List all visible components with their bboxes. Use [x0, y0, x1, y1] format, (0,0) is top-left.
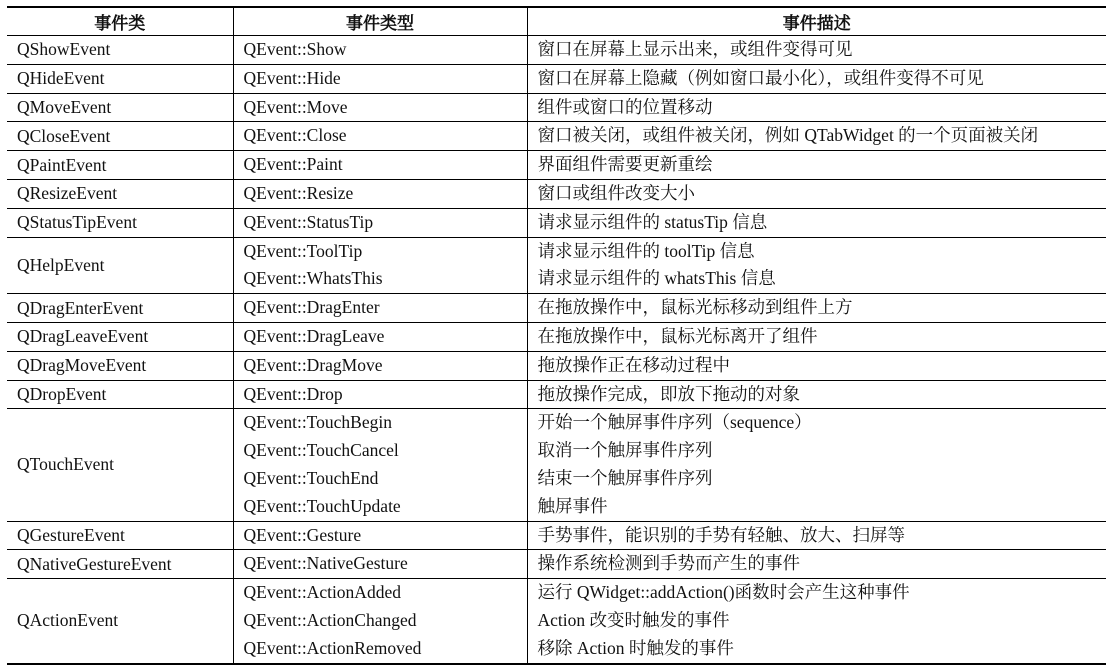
table-row	[7, 380, 1106, 409]
header-event-type: 事件类型	[233, 7, 527, 36]
event-class-cell: QCloseEvent	[7, 122, 233, 151]
event-type-text: QEvent::NativeGesture	[243, 553, 408, 574]
event-class-cell: QHelpEvent	[7, 237, 233, 294]
event-type-cell	[233, 208, 527, 237]
event-description-text: 操作系统检测到手势而产生的事件	[537, 553, 800, 574]
event-type-text: QEvent::ActionRemoved	[243, 637, 422, 658]
event-type-text: QEvent::Move	[243, 96, 348, 117]
table-row	[7, 208, 1106, 237]
event-class-cell: QPaintEvent	[7, 151, 233, 180]
event-description-text: 窗口在屏幕上隐藏（例如窗口最小化），或组件变得不可见	[537, 67, 984, 88]
table-row	[7, 294, 1106, 323]
event-type-text: QEvent::TouchEnd	[243, 467, 379, 488]
event-type-cell	[233, 151, 527, 180]
event-class-cell: QMoveEvent	[7, 93, 233, 122]
event-type-text: QEvent::TouchCancel	[243, 440, 399, 461]
event-description-text: 开始一个触屏事件序列（sequence）	[537, 412, 812, 433]
event-type-text: QEvent::Gesture	[243, 524, 362, 545]
event-type-text: QEvent::Close	[243, 125, 347, 146]
table-row	[7, 151, 1106, 180]
event-class-cell: QNativeGestureEvent	[7, 550, 233, 579]
event-description-cell	[527, 521, 1106, 550]
event-description-cell	[527, 380, 1106, 409]
table-row	[7, 322, 1106, 351]
event-type-text: QEvent::DragLeave	[243, 325, 385, 346]
event-description-text: 在拖放操作中，鼠标光标移动到组件上方	[537, 297, 853, 318]
table-row	[7, 36, 1106, 65]
event-type-cell	[233, 409, 527, 521]
event-description-text: 窗口被关闭，或组件被关闭，例如 QTabWidget 的一个页面被关闭	[537, 125, 1039, 146]
event-type-text: QEvent::Paint	[243, 154, 343, 175]
event-class-cell: QDropEvent	[7, 380, 233, 409]
event-type-text: QEvent::Hide	[243, 67, 341, 88]
table-row	[7, 521, 1106, 550]
event-class-cell: QResizeEvent	[7, 179, 233, 208]
event-description-text: 结束一个触屏事件序列	[537, 467, 713, 488]
event-type-text: QEvent::Drop	[243, 383, 343, 404]
event-type-text: QEvent::ToolTip	[243, 240, 363, 261]
event-description-text: 窗口在屏幕上显示出来，或组件变得可见	[537, 39, 853, 59]
event-description-text: 请求显示组件的 statusTip 信息	[537, 211, 768, 232]
event-description-text: 请求显示组件的 toolTip 信息	[537, 240, 755, 261]
event-description-text: 触屏事件	[537, 495, 608, 516]
event-description-cell	[527, 36, 1106, 65]
event-type-text: QEvent::Show	[243, 39, 347, 59]
event-type-text: QEvent::ActionChanged	[243, 609, 417, 630]
table-row	[7, 409, 1106, 521]
event-description-cell	[527, 179, 1106, 208]
event-type-text: QEvent::ActionAdded	[243, 582, 401, 603]
event-class-cell: QActionEvent	[7, 579, 233, 664]
event-description-cell	[527, 294, 1106, 323]
header-event-description: 事件描述	[527, 7, 1106, 36]
table-row	[7, 64, 1106, 93]
event-type-text: QEvent::DragMove	[243, 354, 383, 375]
event-type-cell	[233, 93, 527, 122]
event-description-cell	[527, 322, 1106, 351]
event-table	[7, 6, 1106, 665]
event-description-cell	[527, 550, 1106, 579]
event-description-cell	[527, 208, 1106, 237]
event-class-cell: QStatusTipEvent	[7, 208, 233, 237]
event-type-cell	[233, 322, 527, 351]
event-type-text: QEvent::TouchBegin	[243, 412, 392, 433]
event-class-cell: QHideEvent	[7, 64, 233, 93]
event-description-text: 界面组件需要更新重绘	[537, 154, 713, 175]
event-type-cell	[233, 294, 527, 323]
table-row	[7, 579, 1106, 664]
event-type-text: QEvent::Resize	[243, 182, 354, 203]
event-type-text: QEvent::DragEnter	[243, 297, 380, 318]
event-description-cell	[527, 579, 1106, 664]
event-description-cell	[527, 151, 1106, 180]
event-description-text: 移除 Action 时触发的事件	[537, 637, 734, 658]
event-description-cell	[527, 122, 1106, 151]
event-description-cell	[527, 409, 1106, 521]
event-description-text: 取消一个触屏事件序列	[537, 440, 713, 461]
event-description-cell	[527, 351, 1106, 380]
table-body	[7, 36, 1106, 664]
event-class-cell: QGestureEvent	[7, 521, 233, 550]
table-row	[7, 122, 1106, 151]
event-class-cell: QDragLeaveEvent	[7, 322, 233, 351]
event-class-cell: QShowEvent	[7, 36, 233, 65]
header-event-class: 事件类	[7, 7, 233, 36]
event-type-cell	[233, 36, 527, 65]
event-description-text: Action 改变时触发的事件	[537, 609, 730, 630]
event-type-cell	[233, 64, 527, 93]
event-description-text: 拖放操作完成，即放下拖动的对象	[537, 383, 800, 404]
event-type-cell	[233, 122, 527, 151]
event-description-cell	[527, 93, 1106, 122]
event-type-cell	[233, 550, 527, 579]
event-class-cell: QDragEnterEvent	[7, 294, 233, 323]
event-type-text: QEvent::WhatsThis	[243, 268, 383, 289]
event-description-text: 窗口或组件改变大小	[537, 182, 695, 203]
table-row	[7, 351, 1106, 380]
event-description-cell	[527, 64, 1106, 93]
header-row	[7, 7, 1106, 36]
event-description-text: 手势事件，能识别的手势有轻触、放大、扫屏等	[537, 524, 905, 545]
event-type-cell	[233, 237, 527, 294]
event-type-cell	[233, 521, 527, 550]
event-description-cell	[527, 237, 1106, 294]
event-description-text: 组件或窗口的位置移动	[537, 96, 713, 117]
table-row	[7, 237, 1106, 294]
event-class-cell: QTouchEvent	[7, 409, 233, 521]
event-description-text: 运行 QWidget::addAction()函数时会产生这种事件	[537, 582, 910, 603]
event-type-cell	[233, 351, 527, 380]
event-type-text: QEvent::StatusTip	[243, 211, 374, 232]
event-type-text: QEvent::TouchUpdate	[243, 495, 401, 516]
table-row	[7, 93, 1106, 122]
event-type-cell	[233, 579, 527, 664]
event-type-cell	[233, 179, 527, 208]
event-type-cell	[233, 380, 527, 409]
event-description-text: 请求显示组件的 whatsThis 信息	[537, 268, 776, 289]
event-description-text: 拖放操作正在移动过程中	[537, 354, 730, 375]
event-description-text: 在拖放操作中，鼠标光标离开了组件	[537, 325, 818, 346]
table-row	[7, 179, 1106, 208]
event-class-cell: QDragMoveEvent	[7, 351, 233, 380]
table-row	[7, 550, 1106, 579]
